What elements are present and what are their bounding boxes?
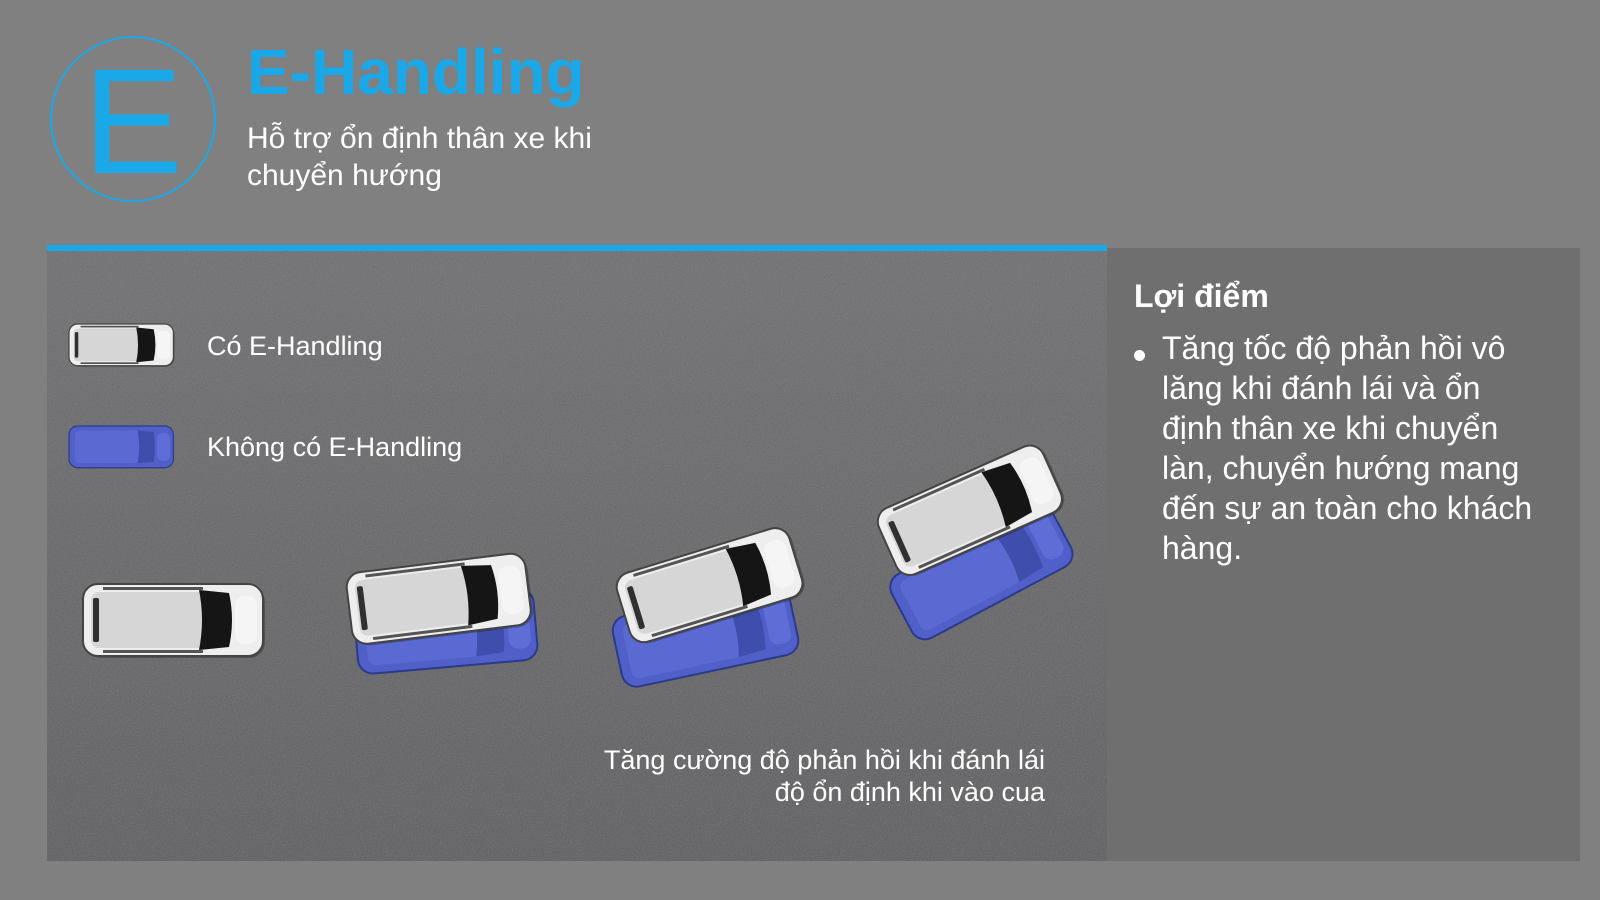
caption-line-1: Tăng cường độ phản hồi khi đánh lái	[603, 745, 1045, 775]
e-handling-logo	[50, 36, 216, 205]
bullet-icon	[1134, 350, 1145, 361]
legend-blue-car-icon	[69, 426, 173, 468]
caption-line-2: độ ổn định khi vào cua	[774, 777, 1045, 807]
benefit-item: Tăng tốc độ phản hồi vô lăng khi đánh lái và ổn định thân xe khi chuyển làn, chuyển hướng mang đến sự an toàn cho khách hàng.	[1162, 330, 1533, 566]
legend-label-with: Có E-Handling	[207, 331, 383, 361]
page-subtitle: Hỗ trợ ổn định thân xe khi chuyển hướng	[247, 122, 592, 192]
page-title: E-Handling	[247, 36, 585, 108]
benefits-title: Lợi điểm	[1134, 278, 1269, 314]
road-diagram	[47, 251, 1107, 861]
car-with-e-handling-icon	[83, 584, 265, 658]
logo-letter: E	[82, 37, 184, 205]
legend-white-car-icon	[69, 324, 175, 367]
benefits-panel	[1107, 248, 1580, 861]
legend-label-without: Không có E-Handling	[207, 432, 463, 462]
diagram-caption	[604, 744, 1045, 808]
